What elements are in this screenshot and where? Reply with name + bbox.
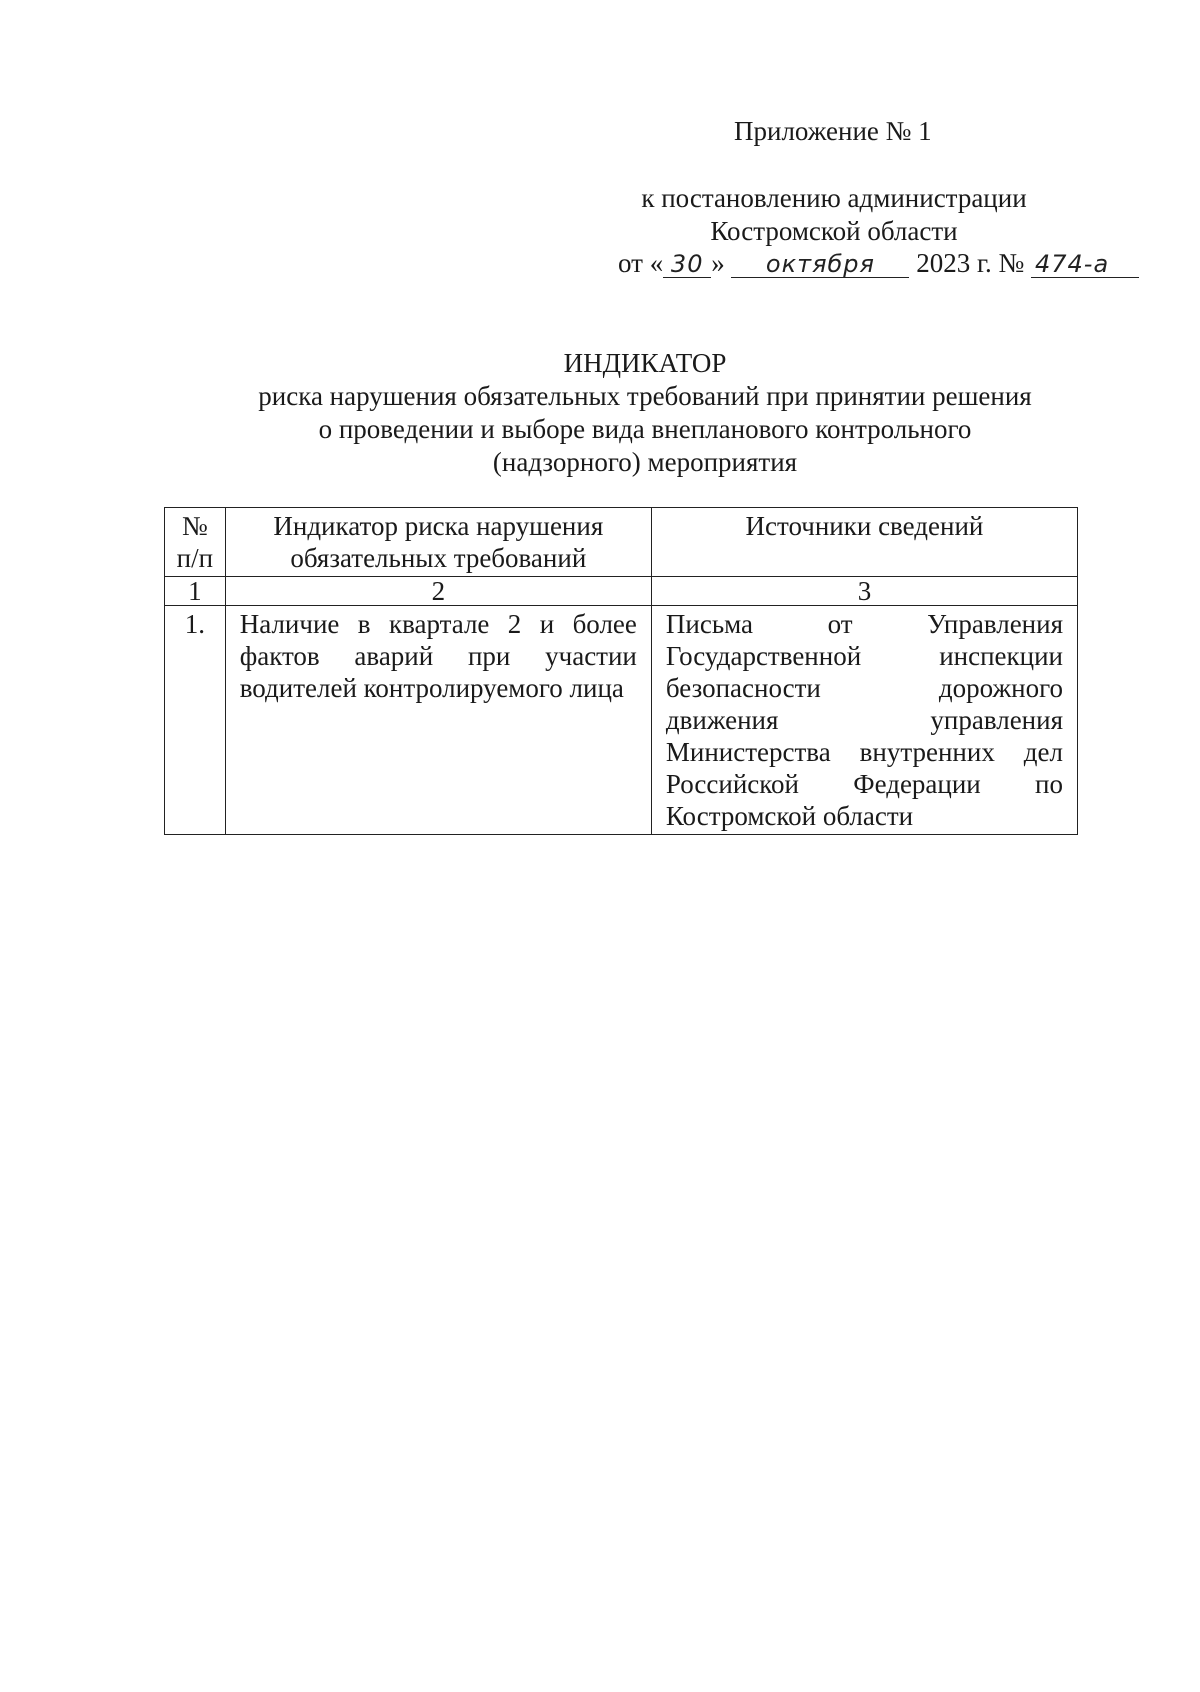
row-num: 1. bbox=[165, 606, 226, 835]
document-number-handwritten: 474-а bbox=[1031, 251, 1139, 278]
table-row bbox=[165, 606, 1078, 835]
row-source: Письма от Управления Государственной инспекции безопасности дорожного движения управления Министерства внутренних дел Российской Федерации по Костромской области bbox=[651, 606, 1077, 835]
date-prefix: от « bbox=[618, 248, 664, 278]
row-indicator: Наличие в квартале 2 и более фактов аварий при участии водителей контролируемого лица bbox=[225, 606, 651, 835]
header-source: Источники сведений bbox=[651, 508, 1077, 577]
header-indicator: Индикатор риска нарушения обязательных требований bbox=[225, 508, 651, 577]
risk-indicator-table bbox=[164, 507, 1078, 835]
title-line-2: о проведении и выборе вида внепланового контрольного bbox=[318, 414, 972, 444]
title-heading: ИНДИКАТОР bbox=[563, 348, 727, 378]
date-mid: » bbox=[711, 248, 725, 278]
resolution-reference bbox=[580, 182, 1088, 248]
date-month-handwritten: октября bbox=[731, 251, 909, 278]
title-line-1: риска нарушения обязательных требований при принятии решения bbox=[258, 381, 1032, 411]
document-title bbox=[150, 347, 1140, 479]
column-number-3: 3 bbox=[651, 577, 1077, 606]
date-day-handwritten: 30 bbox=[663, 251, 711, 278]
date-year: 2023 г. № bbox=[916, 248, 1025, 278]
column-numbering-row bbox=[165, 577, 1078, 606]
column-number-2: 2 bbox=[225, 577, 651, 606]
table-header-row bbox=[165, 508, 1078, 577]
resolution-line-2: Костромской области bbox=[710, 216, 958, 246]
resolution-date-line bbox=[618, 247, 1139, 280]
appendix-label: Приложение № 1 bbox=[734, 116, 932, 146]
column-number-1: 1 bbox=[165, 577, 226, 606]
header-num: № п/п bbox=[165, 508, 226, 577]
resolution-line-1: к постановлению администрации bbox=[641, 183, 1027, 213]
title-line-3: (надзорного) мероприятия bbox=[492, 447, 798, 477]
